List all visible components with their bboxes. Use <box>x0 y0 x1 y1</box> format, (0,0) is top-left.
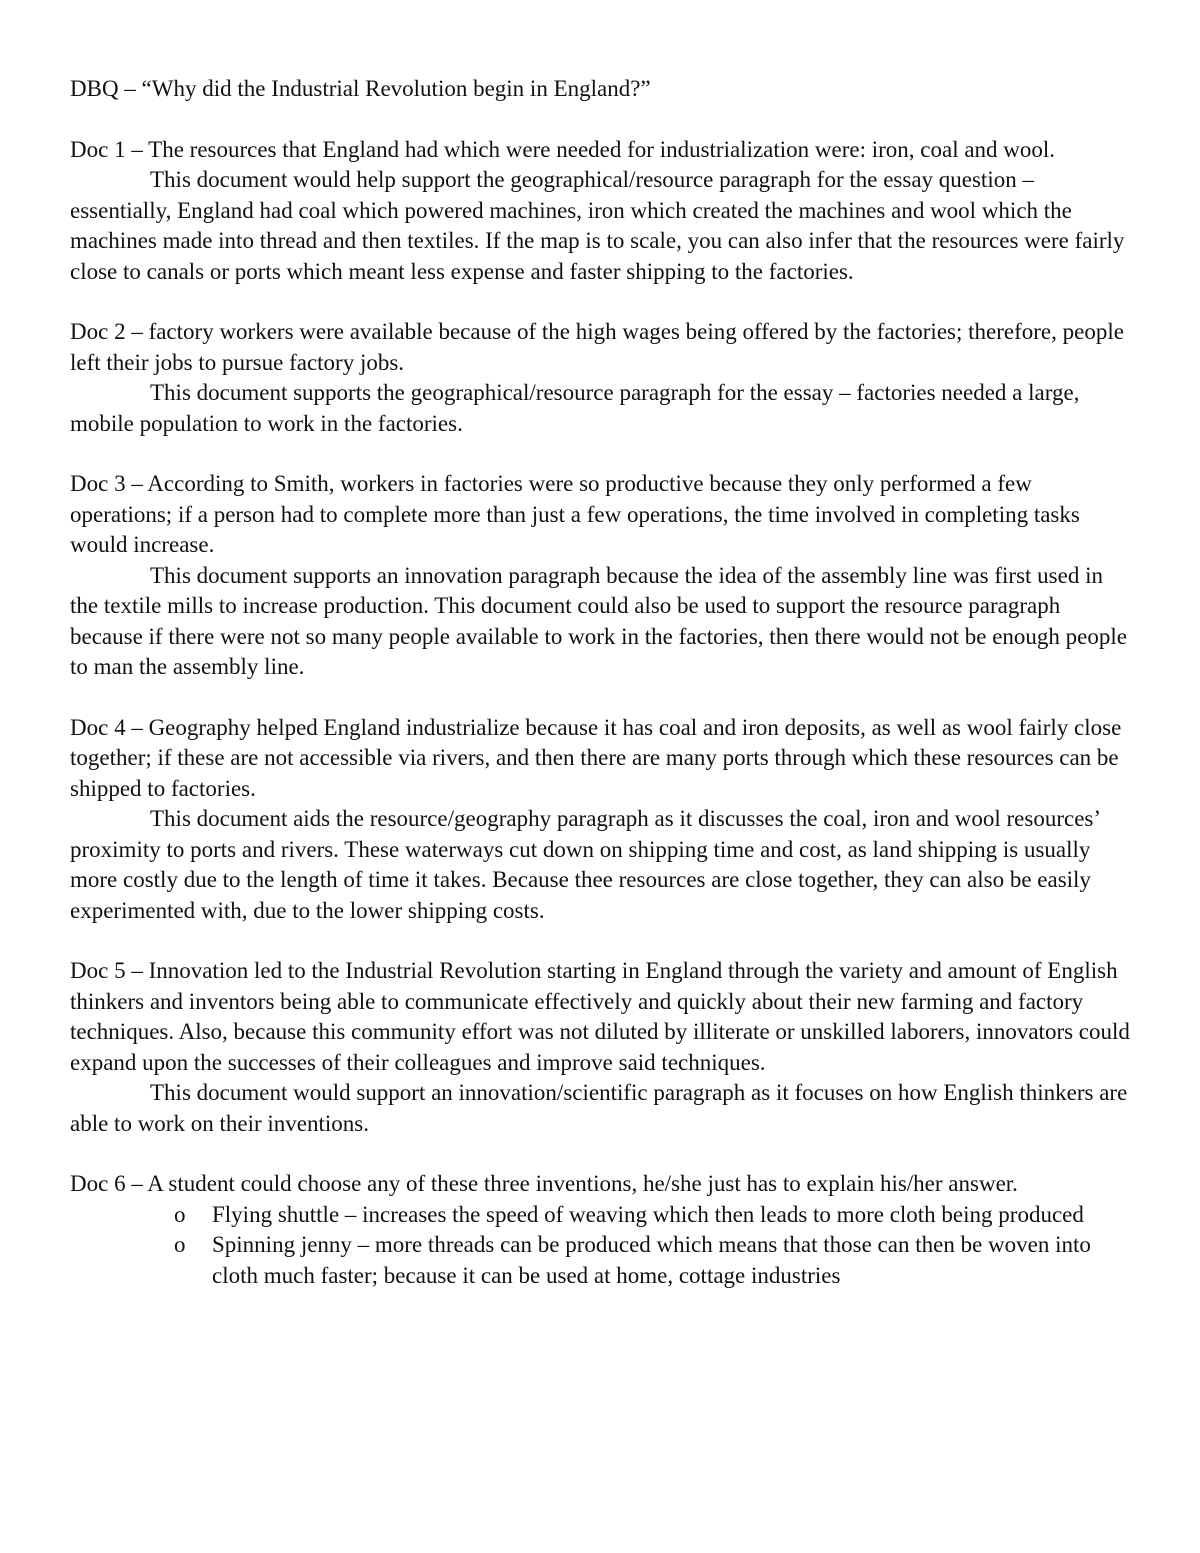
invention-flying-shuttle: Flying shuttle – increases the speed of weaving which then leads to more cloth being produced <box>212 1201 1084 1227</box>
doc-2-section <box>70 317 1130 439</box>
doc-3-section <box>70 469 1130 683</box>
invention-spinning-jenny: Spinning jenny – more threads can be produced which means that those can then be woven into cloth much faster; because it can be used at home, cottage industries <box>212 1232 1091 1288</box>
doc-4-section <box>70 713 1130 927</box>
doc-4-analysis: This document aids the resource/geography paragraph as it discusses the coal, iron and wool resources’ proximity to ports and rivers. These waterways cut down on shipping time and cost, as land shipping is usually more costly due to the length of time it takes. Because thee resources are close together, they can also be easily experimented with, due to the lower shipping costs. <box>70 806 1100 923</box>
doc-3-analysis: This document supports an innovation paragraph because the idea of the assembly line was first used in the textile mills to increase production. This document could also be used to support the resource paragraph because if there were not so many people available to work in the factories, then there would not be enough people to man the assembly line. <box>70 562 1127 679</box>
doc-3-summary: Doc 3 – According to Smith, workers in factories were so productive because they only performed a few operations; if a person had to complete more than just a few operations, the time involved in completing tasks would increase. <box>70 471 1080 557</box>
bullet-icon: o <box>174 1201 186 1227</box>
doc-4-summary: Doc 4 – Geography helped England industrialize because it has coal and iron deposits, as well as wool fairly close together; if these are not accessible via rivers, and then there are many ports through which these resources can be shipped to factories. <box>70 714 1122 801</box>
doc-6-section <box>70 1169 1130 1291</box>
doc-2-analysis: This document supports the geographical/resource paragraph for the essay – factories needed a large, mobile population to work in the factories. <box>70 380 1080 436</box>
list-item <box>70 1230 1130 1291</box>
doc-1-summary: Doc 1 – The resources that England had which were needed for industrialization were: iron, coal and wool. <box>70 136 1056 162</box>
doc-5-summary: Doc 5 – Innovation led to the Industrial Revolution starting in England through the variety and amount of English thinkers and inventors being able to communicate effectively and quickly about their new farming and factory techniques. Also, because this community effort was not diluted by illiterate or unskilled laborers, innovators could expand upon the successes of their colleagues and improve said techniques. <box>70 958 1130 1075</box>
document-page <box>70 74 1130 1321</box>
doc-2-summary: Doc 2 – factory workers were available because of the high wages being offered by the factories; therefore, people left their jobs to pursue factory jobs. <box>70 319 1124 375</box>
inventions-list <box>70 1200 1130 1292</box>
doc-1-section <box>70 135 1130 288</box>
list-item <box>70 1200 1130 1231</box>
doc-1-analysis: This document would help support the geographical/resource paragraph for the essay question – essentially, England had coal which powered machines, iron which created the machines and wool which the machines made into thread and then textiles. If the map is to scale, you can also infer that the resources were fairly close to canals or ports which meant less expense and faster shipping to the factories. <box>70 167 1125 284</box>
doc-5-section <box>70 956 1130 1139</box>
document-title: DBQ – “Why did the Industrial Revolution begin in England?” <box>70 76 651 101</box>
doc-6-summary: Doc 6 – A student could choose any of these three inventions, he/she just has to explain his/her answer. <box>70 1171 1018 1196</box>
bullet-icon: o <box>174 1232 186 1257</box>
doc-5-analysis: This document would support an innovation/scientific paragraph as it focuses on how English thinkers are able to work on their inventions. <box>70 1080 1128 1136</box>
